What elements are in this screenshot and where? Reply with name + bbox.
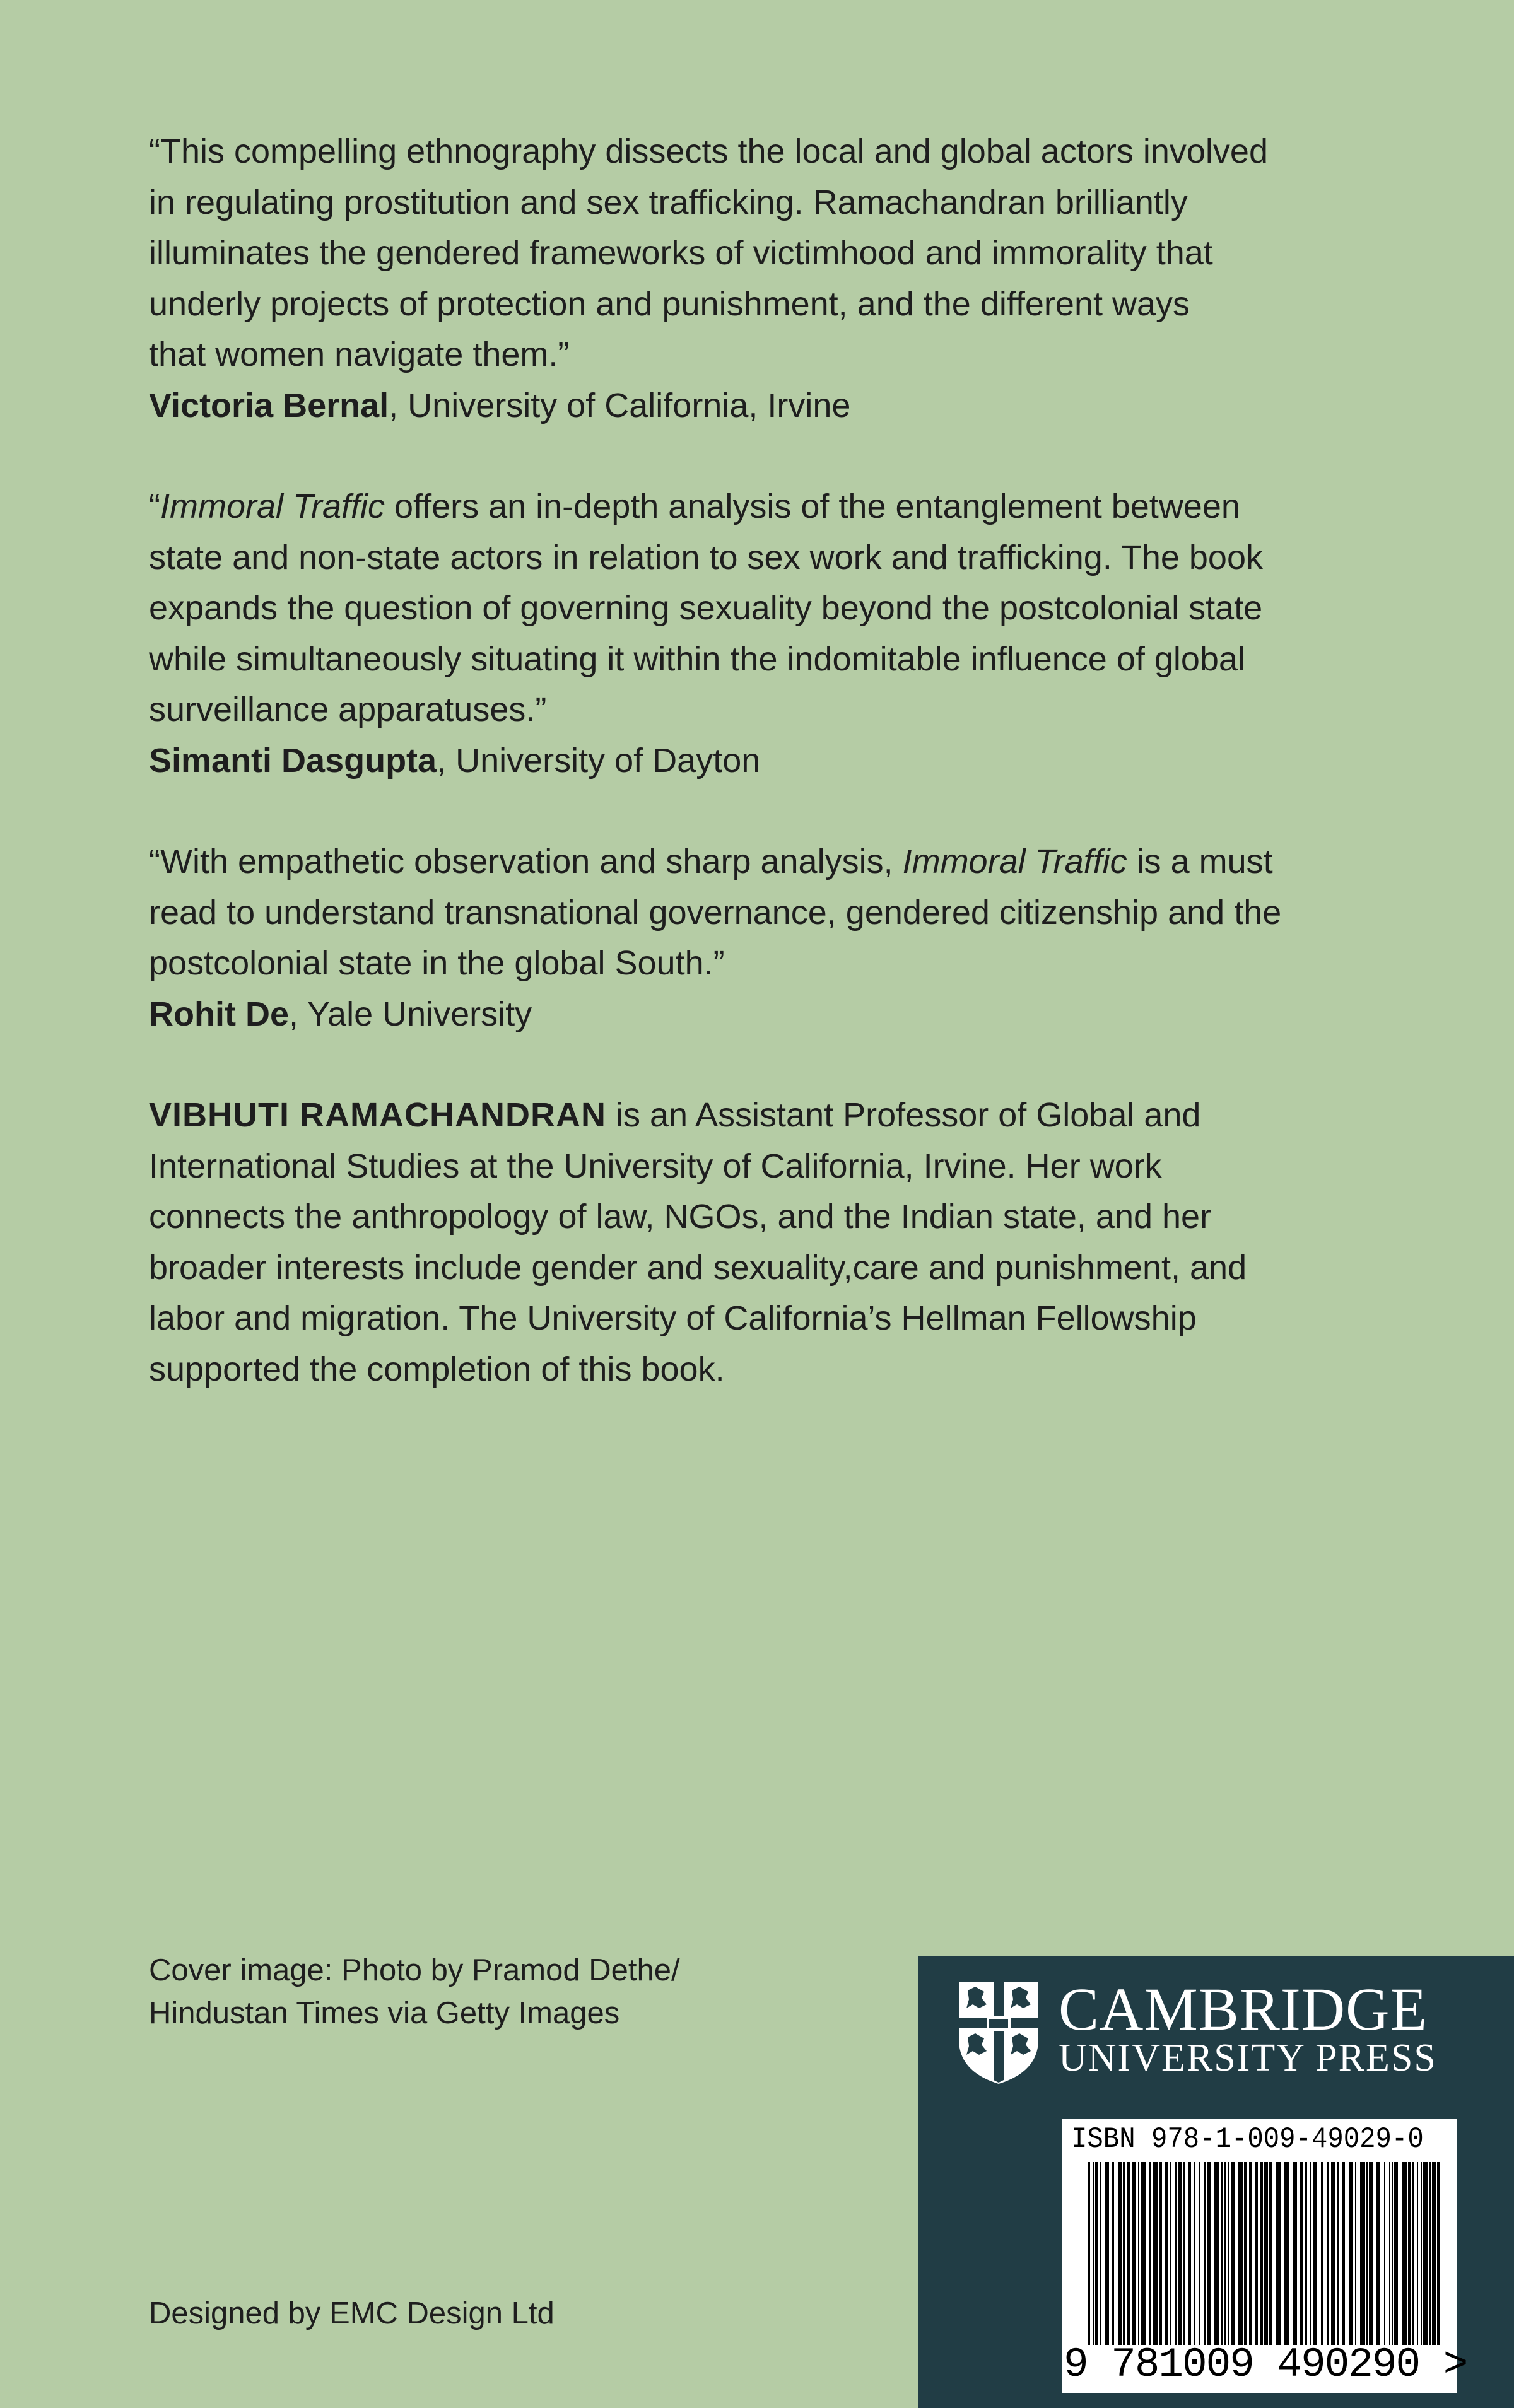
- endorsement-2: [149, 481, 1398, 786]
- quote-line: postcolonial state in the global South.”: [149, 944, 725, 982]
- endorser-name: Rohit De: [149, 995, 289, 1033]
- endorser-affiliation: , University of California, Irvine: [389, 386, 851, 424]
- quote-line: “With empathetic observation and sharp analysis, Immoral Traffic is a must: [149, 843, 1273, 880]
- quote-line: surveillance apparatuses.”: [149, 691, 547, 728]
- quote-line: while simultaneously situating it within the indomitable influence of global: [149, 640, 1245, 678]
- author-bio: [149, 1090, 1398, 1394]
- quote-line: illuminates the gendered frameworks of victimhood and immorality that: [149, 234, 1213, 272]
- bio-line: labor and migration. The University of California’s Hellman Fellowship: [149, 1299, 1197, 1337]
- isbn-text: ISBN 978-1-009-49029-0: [1071, 2123, 1424, 2156]
- back-cover-text: [149, 126, 1398, 1445]
- endorsement-attribution: [149, 989, 1398, 1040]
- bio-line: International Studies at the University of California, Irvine. Her work: [149, 1147, 1162, 1185]
- book-title-italic: Immoral Traffic: [160, 488, 385, 525]
- bio-line: supported the completion of this book.: [149, 1350, 725, 1388]
- bio-line: connects the anthropology of law, NGOs, and the Indian state, and her: [149, 1198, 1212, 1236]
- bio-line: broader interests include gender and sexuality,care and punishment, and: [149, 1248, 1247, 1287]
- quote-line: in regulating prostitution and sex trafficking. Ramachandran brilliantly: [149, 183, 1188, 221]
- endorser-name: Simanti Dasgupta: [149, 741, 437, 780]
- publisher-subname: UNIVERSITY PRESS: [1059, 2037, 1437, 2079]
- quote-line: “Immoral Traffic offers an in-depth analysis of the entanglement between: [149, 488, 1240, 525]
- isbn-barcode: [1062, 2119, 1467, 2393]
- bio-line: VIBHUTI RAMACHANDRAN is an Assistant Professor of Global and: [149, 1096, 1201, 1134]
- barcode-bars: [1088, 2162, 1441, 2345]
- quote-line: read to understand transnational governance, gendered citizenship and the: [149, 893, 1282, 932]
- ean-digits: 9 781009 490290 >: [1064, 2341, 1467, 2388]
- author-name: VIBHUTI RAMACHANDRAN: [149, 1096, 606, 1134]
- endorser-affiliation: , University of Dayton: [437, 741, 761, 780]
- design-credit: Designed by EMC Design Ltd: [149, 2296, 555, 2330]
- endorsement-attribution: [149, 380, 1398, 431]
- quote-line: state and non-state actors in relation to sex work and trafficking. The book: [149, 538, 1263, 576]
- publisher-panel: [918, 1956, 1514, 2408]
- quote-line: “This compelling ethnography dissects the local and global actors involved: [149, 132, 1268, 170]
- cambridge-crest-icon: [956, 1979, 1041, 2085]
- quote-line: expands the question of governing sexuality beyond the postcolonial state: [149, 589, 1263, 627]
- quote-line: that women navigate them.”: [149, 336, 570, 373]
- endorsement-3: [149, 836, 1398, 1039]
- endorsement-attribution: [149, 735, 1398, 786]
- quote-line: underly projects of protection and punishment, and the different ways: [149, 284, 1190, 323]
- publisher-name: CAMBRIDGE: [1059, 1975, 1428, 2043]
- endorser-affiliation: , Yale University: [289, 995, 532, 1033]
- credit-line: Cover image: Photo by Pramod Dethe/: [149, 1953, 680, 1987]
- book-title-italic: Immoral Traffic: [902, 843, 1127, 880]
- endorsement-1: [149, 126, 1398, 431]
- endorser-name: Victoria Bernal: [149, 386, 389, 424]
- credit-line: Hindustan Times via Getty Images: [149, 1996, 620, 2030]
- cover-image-credit: [149, 1949, 680, 2035]
